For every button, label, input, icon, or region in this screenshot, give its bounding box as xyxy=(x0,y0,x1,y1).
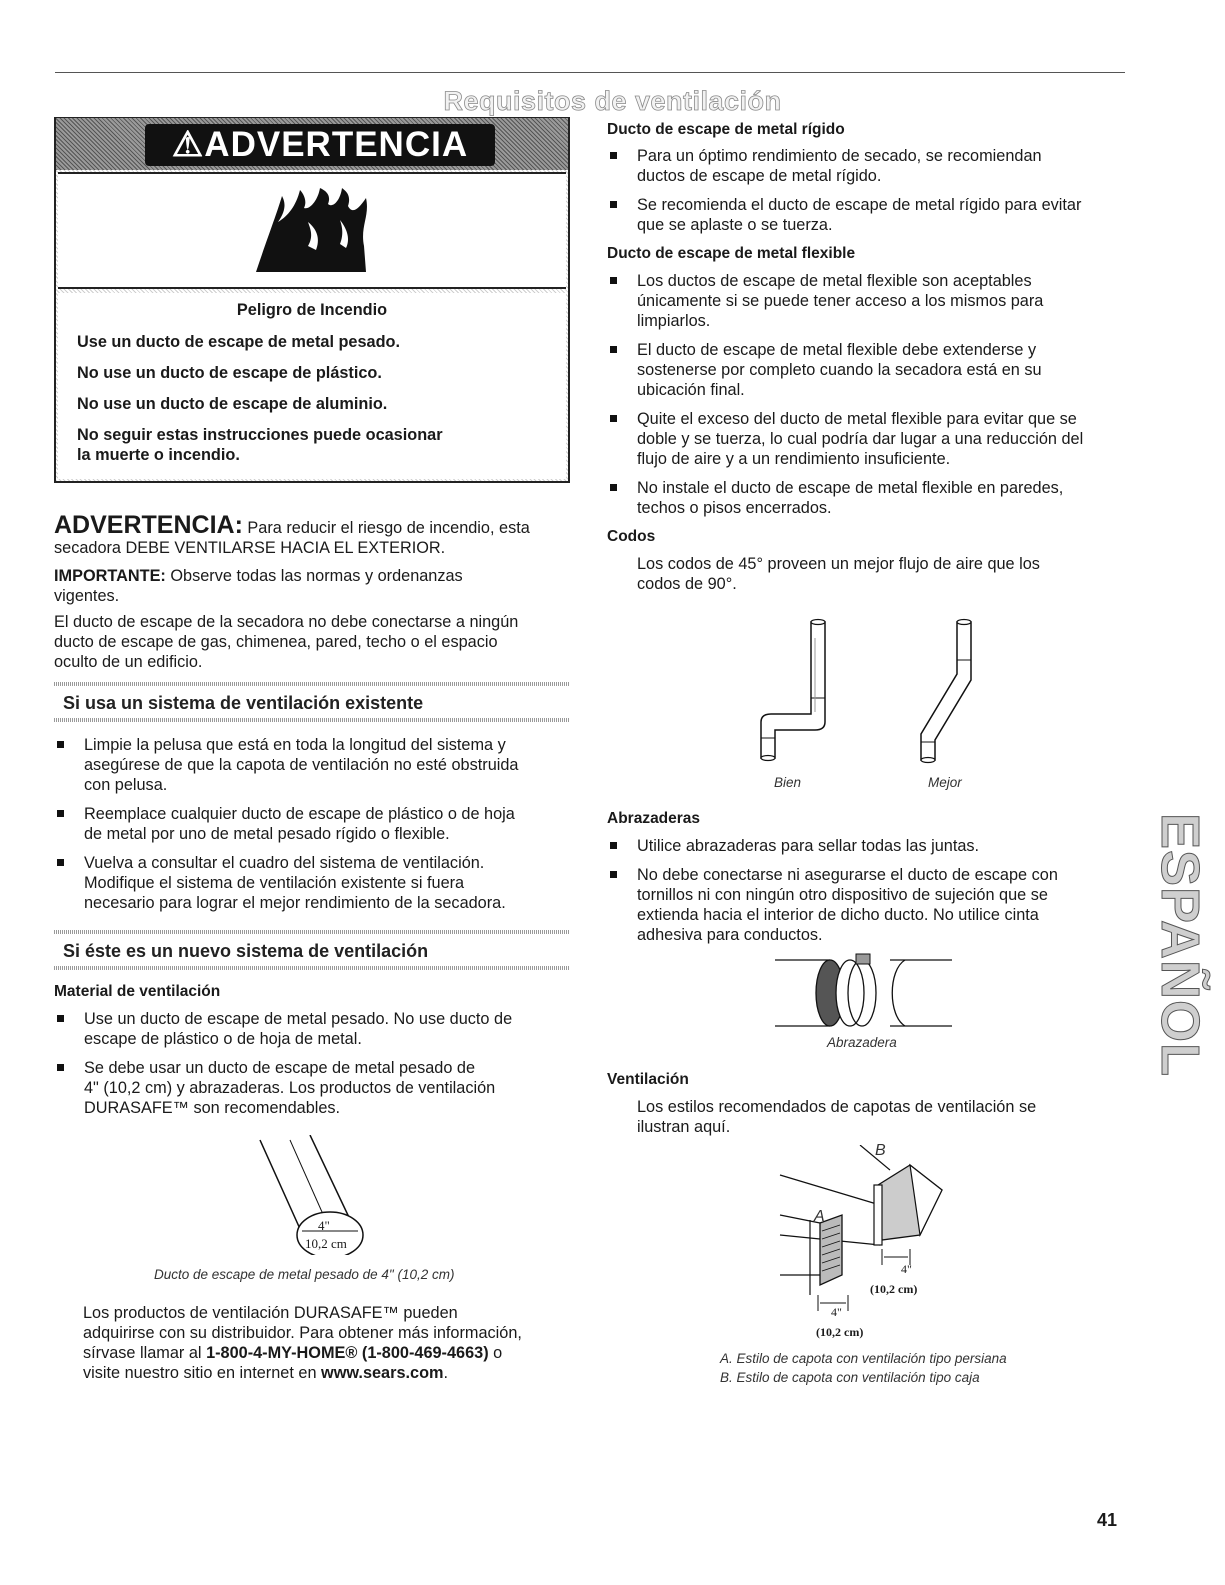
clamp-caption: Abrazadera xyxy=(827,1035,897,1050)
section-title-existing: Si usa un sistema de ventilación existente xyxy=(63,693,424,713)
warning-line: Use un ducto de escape de metal pesado. xyxy=(77,333,401,351)
warning-line: No use un ducto de escape de aluminio. xyxy=(77,395,388,413)
advertencia-text-2: secadora DEBE VENTILARSE HACIA EL EXTERIOR. xyxy=(54,539,446,557)
list-item: Reemplace cualquier ducto de escape de plástico o de hoja de metal por uno de metal pesado rígido o flexible. xyxy=(54,804,574,844)
flex-title: Ducto de escape de metal flexible xyxy=(607,245,856,262)
elbow-caption-bien: Bien xyxy=(774,775,802,790)
list-item: Quite el exceso del ducto de metal flexible para evitar que se doble y se tuerza, lo cual podría dar lugar a una reducción del flujo de aire y a un rendimiento insuficiente. xyxy=(607,409,1147,469)
top-rule xyxy=(55,72,1125,73)
elbow-illustration xyxy=(745,618,985,768)
hood-b-dim-in: 4" xyxy=(901,1262,912,1276)
section-rule xyxy=(54,930,570,934)
list-item: Los ductos de escape de metal flexible son aceptables únicamente si se puede tener acceso a los mismos para limpiarlos. xyxy=(607,271,1147,331)
flex-list xyxy=(607,271,1147,527)
existing-system-list xyxy=(54,735,574,922)
rigid-title: Ducto de escape de metal rígido xyxy=(607,121,845,138)
advertencia-text: Para reducir el riesgo de incendio, esta xyxy=(242,519,530,537)
ventilacion-title: Ventilación xyxy=(607,1071,689,1088)
list-item: Se recomienda el ducto de escape de metal rígido para evitar que se aplaste o se tuerza. xyxy=(607,195,1147,235)
rigid-list xyxy=(607,146,1147,244)
material-list xyxy=(54,1009,574,1127)
text-line: Los codos de 45° proveen un mejor flujo de aire que los xyxy=(637,555,1040,573)
section-title-new: Si éste es un nuevo sistema de ventilación xyxy=(63,941,429,961)
abrazaderas-list xyxy=(607,836,1147,954)
warning-subtitle: Peligro de Incendio xyxy=(236,301,388,319)
fire-icon xyxy=(248,186,378,274)
website-link[interactable]: www.sears.com xyxy=(321,1364,444,1382)
codos-text xyxy=(637,554,1137,594)
hood-a-dim-cm: (10,2 cm) xyxy=(816,1325,864,1339)
warning-text-panel xyxy=(58,293,566,479)
material-title: Material de ventilación xyxy=(54,983,221,1000)
list-item: El ducto de escape de metal flexible debe extenderse y sostenerse por completo cuando la secadora está en su ubicación final. xyxy=(607,340,1147,400)
ducto-paragraph xyxy=(54,612,574,672)
duct-dim-cm: 10,2 cm xyxy=(305,1236,347,1251)
side-tab-text: ESPAÑOL xyxy=(1150,812,1210,1078)
vent-hood-illustration xyxy=(770,1145,970,1325)
text-line: oculto de un edificio. xyxy=(54,653,203,671)
section-rule xyxy=(54,718,570,722)
text-line: Los productos de ventilación DURASAFE™ pueden xyxy=(83,1304,458,1322)
text-line: ducto de escape de gas, chimenea, pared, techo o el espacio xyxy=(54,633,498,651)
elbow-caption-mejor: Mejor xyxy=(928,775,962,790)
warning-line: No use un ducto de escape de plástico. xyxy=(77,364,382,382)
codos-title: Codos xyxy=(607,528,656,545)
language-side-tab xyxy=(1150,812,1210,1078)
importante-text: Observe todas las normas y ordenanzas xyxy=(165,567,463,585)
text-line: adquirirse con su distribuidor. Para obtener más información, xyxy=(83,1324,522,1342)
list-item: Use un ducto de escape de metal pesado. No use ducto de escape de plástico o de hoja de metal. xyxy=(54,1009,574,1049)
section-rule xyxy=(54,682,570,686)
warning-line: No seguir estas instrucciones puede ocasionar xyxy=(77,426,443,444)
hood-a-dim-in: 4" xyxy=(831,1305,842,1319)
text-line: El ducto de escape de la secadora no debe conectarse a ningún xyxy=(54,613,519,631)
importante-paragraph xyxy=(54,566,574,606)
text-line: ilustran aquí. xyxy=(637,1118,731,1136)
clamp-illustration xyxy=(770,950,960,1030)
text-line: codos de 90°. xyxy=(637,575,737,593)
advertencia-paragraph xyxy=(54,511,574,558)
warning-triangle-icon: ⚠ xyxy=(171,125,205,164)
list-item: Limpie la pelusa que está en toda la longitud del sistema y asegúrese de que la capota de ventilación no esté obstruida con pelusa. xyxy=(54,735,574,795)
warning-line: la muerte o incendio. xyxy=(77,446,240,464)
page-title: Requisitos de ventilación xyxy=(443,86,782,116)
list-item: Vuelva a consultar el cuadro del sistema de ventilación. Modifique el sistema de ventilación existente si fuera necesario para lograr el mejor rendimiento de la secadora. xyxy=(54,853,574,913)
section-rule xyxy=(54,966,570,970)
warning-title xyxy=(145,124,495,166)
text-line: Los estilos recomendados de capotas de ventilación se xyxy=(637,1098,1037,1116)
hood-caption-b: B. Estilo de capota con ventilación tipo caja xyxy=(720,1370,980,1385)
hood-label-a: A xyxy=(814,1208,825,1225)
importante-label: IMPORTANTE: xyxy=(54,567,166,585)
list-item: Utilice abrazaderas para sellar todas las juntas. xyxy=(607,836,1147,856)
warning-icon-panel xyxy=(58,172,566,289)
advertencia-label: ADVERTENCIA: xyxy=(54,511,243,539)
list-item: No debe conectarse ni asegurarse el ducto de escape con tornillos ni con ningún otro dispositivo de sujeción que se extienda hacia el interior de dicho ducto. No utilice cinta adhesiva para conductos. xyxy=(607,865,1147,945)
hood-label-b: B xyxy=(875,1142,886,1159)
warning-title-text: ADVERTENCIA xyxy=(204,125,469,164)
list-item: No instale el ducto de escape de metal flexible en paredes, techos o pisos encerrados. xyxy=(607,478,1147,518)
duct-caption: Ducto de escape de metal pesado de 4" (10,2 cm) xyxy=(154,1267,455,1282)
importante-text-2: vigentes. xyxy=(54,587,120,605)
hood-caption-a: A. Estilo de capota con ventilación tipo persiana xyxy=(720,1351,1007,1366)
hood-b-dim-cm: (10,2 cm) xyxy=(870,1282,918,1296)
ventilacion-text xyxy=(637,1097,1137,1137)
durasafe-paragraph: Los productos de ventilación DURASAFE™ pueden adquirirse con su distribuidor. Para obtener más información, sírvase llamar al 1-800-4-MY-HOME® (1-800-469-4663) o visite nuestro sitio en internet en www.sears.com. xyxy=(83,1303,583,1383)
list-item: Para un óptimo rendimiento de secado, se recomiendan ductos de escape de metal rígido. xyxy=(607,146,1147,186)
duct-dim-in: 4" xyxy=(318,1218,330,1233)
abrazaderas-title: Abrazaderas xyxy=(607,810,701,827)
page-number: 41 xyxy=(1097,1510,1118,1530)
phone-number: 1-800-4-MY-HOME® (1-800-469-4663) xyxy=(206,1344,489,1362)
list-item: Se debe usar un ducto de escape de metal pesado de 4" (10,2 cm) y abrazaderas. Los productos de ventilación DURASAFE™ son recomendables. xyxy=(54,1058,574,1118)
